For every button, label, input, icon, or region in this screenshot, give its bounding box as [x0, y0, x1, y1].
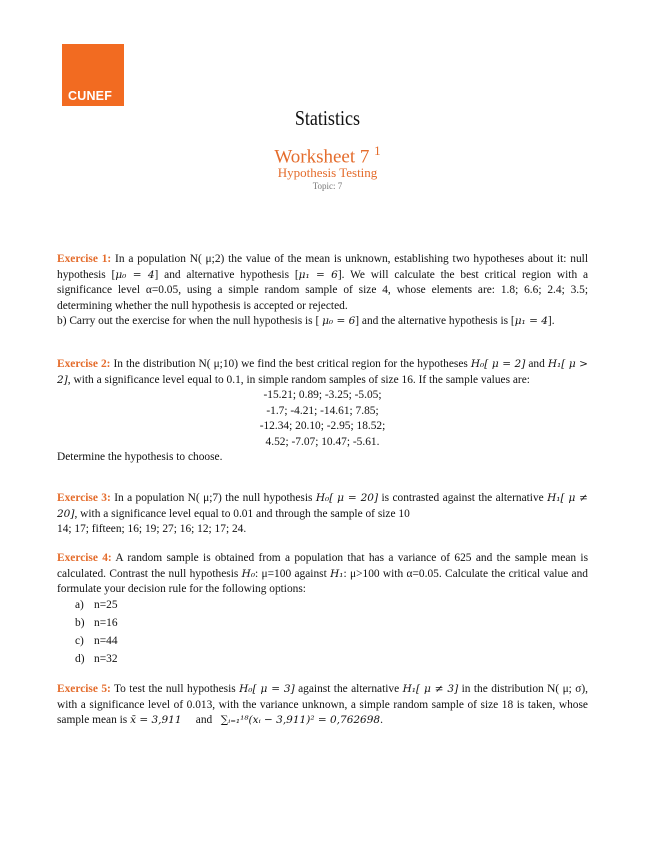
sample-row: 4.52; -7.07; 10.47; -5.61.: [265, 435, 380, 448]
math-mu0: μ₀ = 6: [322, 315, 356, 327]
exercise-2-text: In the distribution N( μ;10) we find the best critical region for the hypotheses: [110, 358, 471, 370]
math-h1: H₁[ μ ≠ 3]: [402, 683, 459, 695]
option-letter: b): [75, 616, 85, 629]
option-text: n=25: [94, 598, 118, 611]
cunef-logo: [62, 44, 124, 106]
sample-row: -15.21; 0.89; -3.25; -5.05;: [263, 389, 382, 401]
math-h1: H₁[ μ ≠ 20]: [57, 492, 588, 520]
footnote-mark: 1: [374, 143, 381, 158]
exercise-1: [57, 252, 588, 330]
sample-row: -1.7; -4.21; -14.61; 7.85;: [266, 404, 379, 417]
exercise-4-text: : μ>100 with α=0.05. Calculate the critical value and formulate your decision rule for the following options:: [57, 567, 589, 595]
list-item: [75, 634, 588, 652]
math-mu1: μ₁ = 6: [298, 268, 338, 281]
exercise-1-text: ]. We will calculate the best critical region with a significance level α=0.05, using a simple random sample of size 4, whose elements are: 1.8; 6.6; 2.4; 3.5; determining whether the null hypothesis is accepted or rejected.: [57, 268, 589, 312]
exercise-1-text: ] and alternative hypothesis [: [154, 268, 299, 281]
option-list: [57, 598, 588, 670]
math-h0: H₀[ μ = 3]: [239, 683, 295, 695]
exercise-5-text: and: [181, 714, 221, 726]
exercise-3-text: , with a significance level equal to 0.01 and through the sample of size 10: [74, 507, 410, 520]
exercise-5-label: Exercise 5:: [57, 683, 111, 695]
exercise-4-text: : μ=100 against: [255, 567, 331, 580]
logo-text: CUNEF: [68, 89, 113, 103]
exercise-1-text: In a population N( μ;2) the value of the mean is unknown, establishing two hypotheses about it: null hypothesis [: [57, 253, 588, 281]
math-mu0: μ₀ = 4: [115, 268, 155, 281]
worksheet-subtitle: Hypothesis Testing: [277, 165, 378, 180]
option-letter: c): [75, 634, 84, 647]
exercise-5-text: To test the null hypothesis: [110, 683, 240, 695]
exercise-5: [57, 682, 588, 729]
exercise-2-label: Exercise 2:: [57, 358, 111, 370]
exercise-2-text: and: [525, 358, 548, 370]
exercise-4-text: A random sample is obtained from a population that has a variance of 625 and the sample mean is calculated. Contrast the null hypothesis: [57, 552, 589, 580]
sample-values: [57, 388, 588, 450]
exercise-4: [57, 551, 588, 670]
exercise-3-text: is contrasted against the alternative: [378, 492, 548, 504]
list-item: [75, 652, 588, 670]
exercise-1b-text: b) Carry out the exercise for when the null hypothesis is [: [57, 315, 323, 327]
list-item: [75, 616, 588, 634]
exercise-2-text: , with a significance level equal to 0.1, in simple random samples of size 16. If the sample values are:: [67, 373, 530, 386]
exercise-2: [57, 357, 588, 466]
exercise-3-sample: 14; 17; fifteen; 16; 19; 27; 16; 12; 17; 24.: [57, 523, 247, 535]
exercise-5-text: .: [380, 714, 383, 726]
option-text: n=44: [94, 634, 118, 647]
sample-row: -12.34; 20.10; -2.95; 18.52;: [259, 420, 386, 432]
option-text: n=16: [94, 616, 118, 629]
worksheet-title: Worksheet 7: [274, 146, 370, 168]
option-letter: a): [75, 598, 84, 611]
math-h0: H₀[ μ = 2]: [470, 358, 526, 370]
math-h0: H₀[ μ = 20]: [315, 492, 379, 504]
exercise-5-text: against the alternative: [294, 683, 403, 695]
option-text: n=32: [94, 652, 118, 665]
exercise-1b-text: ] and the alternative hypothesis is [: [355, 315, 515, 327]
exercise-2-closing: Determine the hypothesis to choose.: [57, 451, 223, 463]
exercise-4-label: Exercise 4:: [57, 552, 112, 564]
exercise-3-label: Exercise 3:: [57, 492, 111, 504]
exercise-1b-text: ].: [547, 315, 555, 327]
math-sum-squares: ∑ᵢ₌₁¹⁸(xᵢ − 3,911)² = 0,762698: [220, 714, 381, 726]
math-h0: H₀: [241, 567, 256, 580]
exercise-3: [57, 491, 588, 538]
topic-label: Topic: 7: [312, 181, 343, 191]
exercise-5-text: in the distribution N( μ; σ), with a significance level of 0.013, with the variance unknown, a simple random sample of size 18 is taken, whose sample mean is: [57, 683, 589, 726]
page-title: Statistics: [294, 106, 361, 130]
math-h1: H₁: [330, 567, 344, 580]
math-sample-mean: x̄ = 3,911: [130, 714, 182, 726]
list-item: [75, 598, 588, 616]
option-letter: d): [75, 652, 85, 665]
exercise-3-text: In a population N( μ;7) the null hypothesis: [110, 492, 316, 504]
math-h1: H₁[ μ > 2]: [57, 358, 588, 386]
exercise-1-label: Exercise 1:: [57, 253, 112, 265]
math-mu1: μ₁ = 4: [514, 315, 548, 327]
